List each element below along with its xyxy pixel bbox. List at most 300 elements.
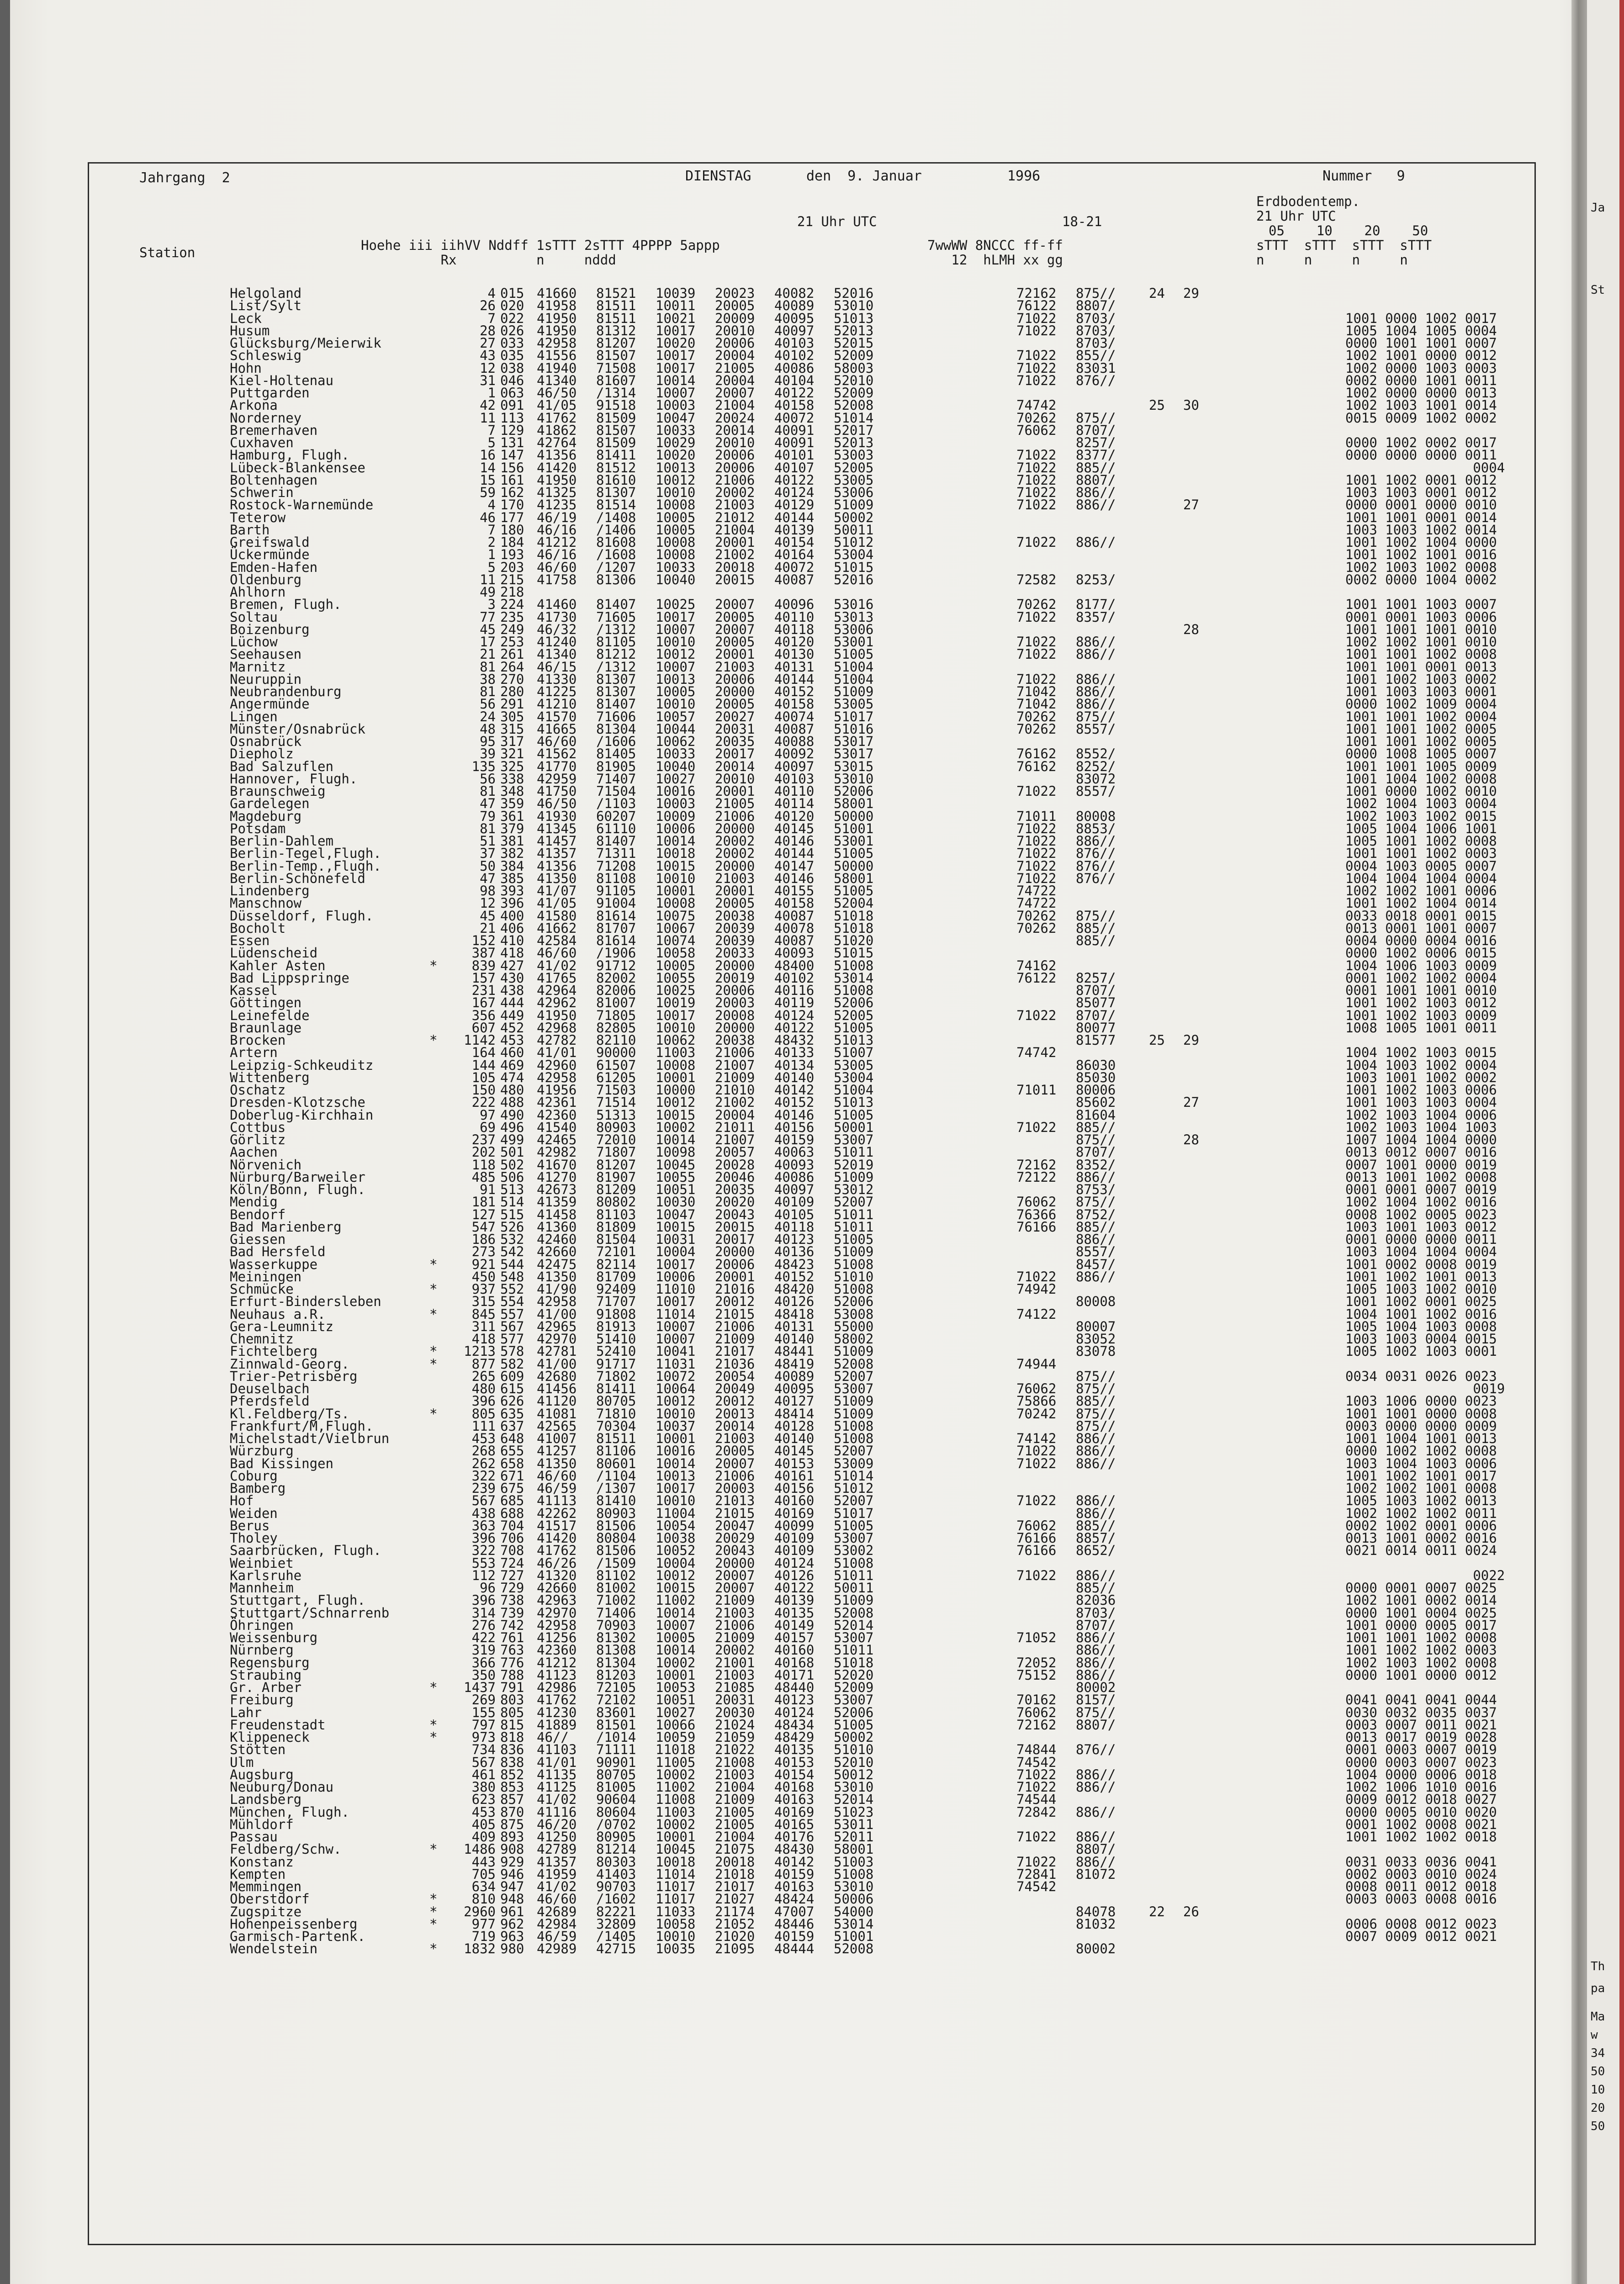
group-4pppp: 40160	[774, 1642, 815, 1658]
group-4pppp: 40156	[774, 1119, 815, 1135]
group-7wwww: 74944	[1016, 1356, 1057, 1372]
soil-temperatures: 1004 1006 1003 0009	[1345, 957, 1497, 973]
group-nddff: /1103	[596, 796, 636, 812]
group-2sttt: 20003	[715, 1480, 755, 1496]
soil-temperatures: 1001 1002 1004 0014	[1345, 895, 1497, 911]
group-1sttt: 10004	[656, 1244, 696, 1260]
group-8nccc: 8707/	[1076, 983, 1116, 998]
group-7wwww: 74942	[1016, 1281, 1057, 1297]
group-4pppp: 40097	[774, 1182, 815, 1197]
group-5appp: 51008	[834, 957, 874, 973]
group-4pppp: 40153	[774, 1754, 815, 1770]
group-iihvv: 41250	[537, 1829, 577, 1845]
station-height: 95	[480, 734, 496, 749]
station-name: Greifswald	[230, 534, 310, 550]
group-nddff: 81809	[596, 1219, 636, 1235]
group-1sttt: 10025	[656, 597, 696, 613]
group-5appp: 51015	[834, 559, 874, 575]
group-2sttt: 21002	[715, 547, 755, 563]
group-4pppp: 40123	[774, 1232, 815, 1247]
group-5appp: 51008	[834, 1866, 874, 1882]
group-8nccc: 81604	[1076, 1107, 1116, 1123]
station-height: 7	[487, 422, 496, 438]
soil-temperatures: 1004 1002 1003 0015	[1345, 1045, 1497, 1061]
group-iihvv: 42958	[537, 1294, 577, 1310]
group-1sttt: 10030	[656, 1194, 696, 1210]
group-4pppp: 40171	[774, 1667, 815, 1683]
group-5appp: 51009	[834, 1406, 874, 1422]
group-2sttt: 20002	[715, 833, 755, 849]
soil-temperatures: 0022	[1345, 1567, 1505, 1583]
group-5appp: 53015	[834, 758, 874, 774]
group-5appp: 58001	[834, 870, 874, 886]
adjacent-page-text: 20	[1591, 2101, 1605, 2115]
group-5appp: 51001	[834, 1929, 874, 1944]
station-index: 361	[500, 808, 524, 824]
soil-temperatures: 1003 1001 1003 0012	[1345, 1219, 1497, 1235]
group-4pppp: 40101	[774, 447, 815, 463]
group-8nccc: 886//	[1076, 1169, 1116, 1185]
soil-temperatures: 1002 1003 1002 0015	[1345, 808, 1497, 824]
station-index: 961	[500, 1903, 524, 1919]
group-iihvv: 41212	[537, 1655, 577, 1671]
group-iihvv: 46/50	[537, 796, 577, 812]
group-8nccc: 886//	[1076, 684, 1116, 699]
group-5appp: 51017	[834, 708, 874, 724]
group-iihvv: 41135	[537, 1766, 577, 1782]
adjacent-page-edge	[1587, 0, 1624, 2284]
group-4pppp: 40124	[774, 1007, 815, 1023]
station-index: 488	[500, 1094, 524, 1110]
soil-temperatures: 1001 1004 1001 0013	[1345, 1431, 1497, 1446]
group-4pppp: 40120	[774, 634, 815, 650]
group-7wwww: 70262	[1016, 920, 1057, 936]
group-2sttt: 20018	[715, 559, 755, 575]
station-height: 11	[480, 410, 496, 426]
group-8nccc: 875//	[1076, 1704, 1116, 1720]
group-2sttt: 20057	[715, 1144, 755, 1160]
station-height: 24	[480, 708, 496, 724]
station-name: Neuhaus a.R.	[230, 1306, 326, 1322]
group-iihvv: 46/19	[537, 509, 577, 525]
group-7wwww: 72052	[1016, 1655, 1057, 1671]
group-7wwww: 71022	[1016, 1779, 1057, 1795]
mountain-station-marker: *	[429, 1032, 438, 1048]
station-index: 582	[500, 1356, 524, 1372]
group-2sttt: 20006	[715, 460, 755, 476]
group-1sttt: 10008	[656, 497, 696, 513]
group-nddff: 32809	[596, 1916, 636, 1932]
group-4pppp: 40093	[774, 1157, 815, 1173]
soil-temperatures: 0007 0009 0012 0021	[1345, 1929, 1497, 1944]
group-iihvv: 41950	[537, 472, 577, 488]
time-21utc-label: 21 Uhr UTC	[797, 214, 877, 229]
station-name: Zinnwald-Georg.	[230, 1356, 349, 1372]
group-4pppp: 40149	[774, 1617, 815, 1633]
group-4pppp: 48430	[774, 1841, 815, 1857]
group-4pppp: 40131	[774, 659, 815, 675]
group-2sttt: 20000	[715, 820, 755, 836]
group-1sttt: 10074	[656, 933, 696, 948]
group-1sttt: 10062	[656, 1032, 696, 1048]
group-5appp: 52006	[834, 783, 874, 799]
group-7wwww: 75866	[1016, 1393, 1057, 1409]
group-nddff: 82805	[596, 1020, 636, 1036]
group-8nccc: 8557/	[1076, 1244, 1116, 1260]
group-8nccc: 82036	[1076, 1592, 1116, 1608]
book-gutter	[1571, 0, 1587, 2284]
station-height: 350	[471, 1667, 496, 1683]
station-index: 379	[500, 820, 524, 836]
group-5appp: 53007	[834, 1530, 874, 1546]
group-iihvv: 42968	[537, 1020, 577, 1036]
group-iihvv: 42361	[537, 1094, 577, 1110]
group-4pppp: 48432	[774, 1032, 815, 1048]
group-2sttt: 20008	[715, 1007, 755, 1023]
mountain-station-marker: *	[429, 1841, 438, 1857]
group-2sttt: 21003	[715, 870, 755, 886]
group-4pppp: 40102	[774, 348, 815, 364]
group-4pppp: 40072	[774, 559, 815, 575]
group-4pppp: 40063	[774, 1144, 815, 1160]
group-iihvv: 41862	[537, 422, 577, 438]
group-nddff: /1014	[596, 1729, 636, 1745]
station-index: 430	[500, 970, 524, 986]
station-index: 675	[500, 1480, 524, 1496]
adjacent-page-text: 34	[1591, 2046, 1605, 2060]
group-7wwww: 71022	[1016, 783, 1057, 799]
gust-gg: 29	[1183, 1032, 1199, 1048]
soil-temperatures: 0001 1002 0008 0021	[1345, 1816, 1497, 1832]
group-nddff: /1606	[596, 734, 636, 749]
group-nddff: 71606	[596, 708, 636, 724]
group-5appp: 53004	[834, 1069, 874, 1085]
station-height: 91	[480, 1182, 496, 1197]
group-4pppp: 40135	[774, 1605, 815, 1621]
soil-temperatures: 1002 1003 1002 0008	[1345, 1655, 1497, 1671]
group-iihvv: 41345	[537, 820, 577, 836]
station-name: Saarbrücken, Flugh.	[230, 1543, 381, 1559]
group-5appp: 51008	[834, 1256, 874, 1272]
group-8nccc: 8703/	[1076, 1605, 1116, 1621]
station-height: 157	[471, 970, 496, 986]
group-1sttt: 10017	[656, 323, 696, 338]
group-4pppp: 40140	[774, 1069, 815, 1085]
group-1sttt: 10045	[656, 1841, 696, 1857]
group-nddff: 72101	[596, 1244, 636, 1260]
group-7wwww: 71022	[1016, 634, 1057, 650]
group-4pppp: 40122	[774, 1580, 815, 1596]
station-height: 186	[471, 1232, 496, 1247]
station-name: Berlin-Temp.,Flugh.	[230, 858, 381, 874]
group-5appp: 51013	[834, 1032, 874, 1048]
group-8nccc: 886//	[1076, 1667, 1116, 1683]
station-index: 742	[500, 1617, 524, 1633]
group-1sttt: 10040	[656, 758, 696, 774]
group-1sttt: 10052	[656, 1543, 696, 1559]
group-2sttt: 20043	[715, 1206, 755, 1222]
group-1sttt: 10010	[656, 696, 696, 712]
station-height: 51	[480, 833, 496, 849]
group-1sttt: 11033	[656, 1903, 696, 1919]
station-name: Cuxhaven	[230, 435, 294, 450]
group-1sttt: 10027	[656, 1704, 696, 1720]
group-4pppp: 40103	[774, 335, 815, 351]
group-nddff: 72105	[596, 1680, 636, 1695]
station-name: Boizenburg	[230, 621, 310, 637]
group-5appp: 52006	[834, 1294, 874, 1310]
station-height: 48	[480, 721, 496, 737]
group-nddff: 81610	[596, 472, 636, 488]
station-height: 31	[480, 372, 496, 388]
group-5appp: 58001	[834, 796, 874, 812]
group-5appp: 53017	[834, 734, 874, 749]
group-1sttt: 10047	[656, 1206, 696, 1222]
group-4pppp: 40159	[774, 1866, 815, 1882]
group-nddff: 71514	[596, 1094, 636, 1110]
station-index: 506	[500, 1169, 524, 1185]
group-2sttt: 20001	[715, 1269, 755, 1285]
soil-temperatures: 0003 0007 0011 0021	[1345, 1717, 1497, 1733]
group-7wwww: 72842	[1016, 1804, 1057, 1820]
station-height: 45	[480, 908, 496, 924]
group-7wwww: 70162	[1016, 1692, 1057, 1708]
group-2sttt: 21004	[715, 522, 755, 538]
group-4pppp: 40140	[774, 1331, 815, 1347]
mountain-station-marker: *	[429, 1356, 438, 1372]
soil-temperatures: 1002 1003 1004 0006	[1345, 1107, 1497, 1123]
group-nddff: 81511	[596, 310, 636, 326]
group-1sttt: 10033	[656, 422, 696, 438]
group-2sttt: 21003	[715, 1605, 755, 1621]
station-index: 857	[500, 1792, 524, 1808]
station-height: 734	[471, 1742, 496, 1758]
station-height: 839	[471, 957, 496, 973]
station-name: Konstanz	[230, 1854, 294, 1870]
group-1sttt: 10012	[656, 1393, 696, 1409]
group-1sttt: 10018	[656, 846, 696, 862]
group-iihvv: 42781	[537, 1343, 577, 1359]
group-4pppp: 40086	[774, 360, 815, 376]
soil-temperatures: 0002 0000 1001 0011	[1345, 372, 1497, 388]
group-4pppp: 40154	[774, 534, 815, 550]
group-iihvv: 42958	[537, 335, 577, 351]
group-5appp: 52011	[834, 1829, 874, 1845]
group-2sttt: 21004	[715, 397, 755, 413]
group-4pppp: 40160	[774, 1493, 815, 1509]
group-iihvv: 41256	[537, 1630, 577, 1645]
group-2sttt: 20020	[715, 1194, 755, 1210]
station-name: Osnabrück	[230, 734, 302, 749]
group-7wwww: 70242	[1016, 1406, 1057, 1422]
group-5appp: 52009	[834, 1680, 874, 1695]
group-7wwww: 71022	[1016, 1829, 1057, 1845]
station-height: 409	[471, 1829, 496, 1845]
group-iihvv: 46/32	[537, 621, 577, 637]
group-nddff: 81608	[596, 534, 636, 550]
soil-temperatures: 0007 1001 0000 0019	[1345, 1157, 1497, 1173]
station-index: 162	[500, 485, 524, 500]
group-7wwww: 74122	[1016, 1306, 1057, 1322]
soil-temperatures: 0000 1002 0006 0015	[1345, 945, 1497, 961]
group-4pppp: 40159	[774, 1929, 815, 1944]
group-8nccc: 886//	[1076, 1642, 1116, 1658]
group-2sttt: 20015	[715, 1219, 755, 1235]
station-height: 1437	[464, 1680, 496, 1695]
gust-gg: 29	[1183, 286, 1199, 301]
group-1sttt: 10014	[656, 1605, 696, 1621]
group-1sttt: 10010	[656, 1406, 696, 1422]
group-4pppp: 40164	[774, 547, 815, 563]
soil-temperatures: 0001 0000 0000 0011	[1345, 1232, 1497, 1247]
soil-temperatures: 1003 1003 1002 0014	[1345, 522, 1497, 538]
group-1sttt: 10017	[656, 348, 696, 364]
group-2sttt: 20018	[715, 1854, 755, 1870]
group-5appp: 53017	[834, 746, 874, 762]
group-1sttt: 10010	[656, 634, 696, 650]
soil-temperatures: 0000 1001 0004 0025	[1345, 1605, 1497, 1621]
station-index: 761	[500, 1630, 524, 1645]
station-height: 363	[471, 1517, 496, 1533]
group-nddff: 81411	[596, 447, 636, 463]
group-8nccc: 886//	[1076, 1431, 1116, 1446]
group-iihvv: 42965	[537, 1318, 577, 1334]
group-2sttt: 20000	[715, 1555, 755, 1571]
group-nddff: 81108	[596, 870, 636, 886]
group-1sttt: 10066	[656, 1717, 696, 1733]
station-height: 46	[480, 509, 496, 525]
group-5appp: 53011	[834, 1816, 874, 1832]
group-2sttt: 21002	[715, 1094, 755, 1110]
group-4pppp: 40152	[774, 1269, 815, 1285]
year-label: 1996	[1007, 168, 1041, 184]
station-name: Dresden-Klotzsche	[230, 1094, 365, 1110]
group-1sttt: 10007	[656, 1617, 696, 1633]
group-1sttt: 10001	[656, 1431, 696, 1446]
group-5appp: 52008	[834, 397, 874, 413]
station-index: 469	[500, 1057, 524, 1073]
group-5appp: 52008	[834, 1941, 874, 1957]
group-1sttt: 10013	[656, 460, 696, 476]
group-5appp: 52009	[834, 348, 874, 364]
station-name: Bremerhaven	[230, 422, 318, 438]
group-iihvv: 41270	[537, 1169, 577, 1185]
soil-temperatures: 1001 1001 0000 0008	[1345, 1406, 1497, 1422]
station-index: 381	[500, 833, 524, 849]
group-nddff: 81506	[596, 1517, 636, 1533]
group-5appp: 51009	[834, 497, 874, 513]
group-4pppp: 40124	[774, 1704, 815, 1720]
station-name: Magdeburg	[230, 808, 302, 824]
group-1sttt: 10002	[656, 1655, 696, 1671]
soil-temperatures: 1004 1003 1002 0004	[1345, 1057, 1497, 1073]
group-1sttt: 10017	[656, 360, 696, 376]
soil-temperatures: 0001 1002 1002 0004	[1345, 970, 1497, 986]
station-index: 400	[500, 908, 524, 924]
group-iihvv: 42673	[537, 1182, 577, 1197]
group-1sttt: 10055	[656, 1169, 696, 1185]
group-4pppp: 40152	[774, 684, 815, 699]
station-height: 877	[471, 1356, 496, 1372]
group-8nccc: 886//	[1076, 1232, 1116, 1247]
group-iihvv: 41235	[537, 497, 577, 513]
group-2sttt: 20000	[715, 1244, 755, 1260]
group-4pppp: 48441	[774, 1343, 815, 1359]
group-iihvv: 46/60	[537, 559, 577, 575]
group-nddff: 70903	[596, 1617, 636, 1633]
group-7wwww: 72122	[1016, 1169, 1057, 1185]
group-nddff: 83601	[596, 1704, 636, 1720]
group-nddff: 51313	[596, 1107, 636, 1123]
soil-temperatures: 0008 1002 0005 0023	[1345, 1206, 1497, 1222]
station-height: 28	[480, 323, 496, 338]
group-1sttt: 10020	[656, 447, 696, 463]
group-7wwww: 70262	[1016, 410, 1057, 426]
group-1sttt: 10059	[656, 1729, 696, 1745]
group-nddff: 81511	[596, 298, 636, 314]
group-1sttt: 10001	[656, 883, 696, 899]
station-index: 688	[500, 1505, 524, 1521]
soil-temperatures: 0002 0003 0010 0024	[1345, 1866, 1497, 1882]
group-2sttt: 21003	[715, 1431, 755, 1446]
group-nddff: 71810	[596, 1406, 636, 1422]
group-5appp: 53013	[834, 609, 874, 625]
group-5appp: 51009	[834, 1343, 874, 1359]
group-7wwww: 71022	[1016, 1567, 1057, 1583]
soil-temperatures: 1001 1001 0001 0014	[1345, 509, 1497, 525]
soil-temperatures: 1001 1002 1002 0018	[1345, 1829, 1497, 1845]
group-1sttt: 10005	[656, 1630, 696, 1645]
group-5appp: 53004	[834, 547, 874, 563]
group-5appp: 51004	[834, 1082, 874, 1098]
group-2sttt: 21009	[715, 1592, 755, 1608]
station-name: Glücksburg/Meierwik	[230, 335, 381, 351]
station-name: Münster/Osnabrück	[230, 721, 365, 737]
station-name: Erfurt-Bindersleben	[230, 1294, 381, 1310]
station-height: 7	[487, 310, 496, 326]
group-8nccc: 8257/	[1076, 435, 1116, 450]
group-8nccc: 875//	[1076, 1406, 1116, 1422]
soil-temperatures: 1003 1003 0001 0012	[1345, 485, 1497, 500]
group-5appp: 51008	[834, 1281, 874, 1297]
soil-temperatures: 0000 0001 0007 0025	[1345, 1580, 1497, 1596]
group-4pppp: 40133	[774, 1045, 815, 1061]
group-1sttt: 10004	[656, 1555, 696, 1571]
group-5appp: 50000	[834, 808, 874, 824]
group-5appp: 51009	[834, 684, 874, 699]
station-height: 81	[480, 820, 496, 836]
group-iihvv: 42460	[537, 1232, 577, 1247]
group-1sttt: 10072	[656, 1368, 696, 1384]
group-5appp: 53016	[834, 597, 874, 613]
group-7wwww: 75152	[1016, 1667, 1057, 1683]
station-height: 1832	[464, 1941, 496, 1957]
group-iihvv: 41770	[537, 758, 577, 774]
group-7wwww: 76162	[1016, 746, 1057, 762]
group-1sttt: 10051	[656, 1182, 696, 1197]
group-1sttt: 10037	[656, 1418, 696, 1434]
group-5appp: 58003	[834, 360, 874, 376]
group-1sttt: 10007	[656, 1318, 696, 1334]
group-7wwww: 74542	[1016, 1879, 1057, 1894]
station-height: 443	[471, 1854, 496, 1870]
group-5appp: 53005	[834, 1057, 874, 1073]
group-4pppp: 40163	[774, 1792, 815, 1808]
group-7wwww: 71022	[1016, 360, 1057, 376]
group-8nccc: 83052	[1076, 1331, 1116, 1347]
group-4pppp: 40122	[774, 472, 815, 488]
group-2sttt: 21005	[715, 796, 755, 812]
